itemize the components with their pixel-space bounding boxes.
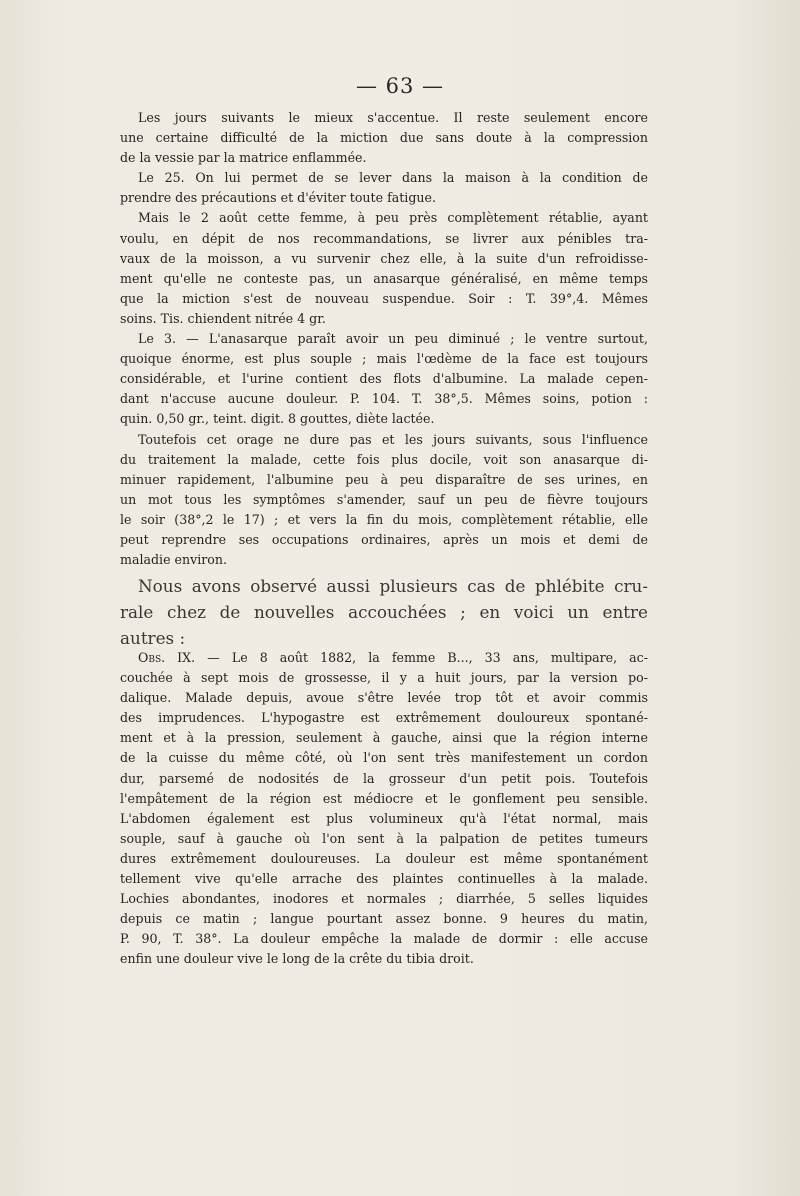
text-line: vaux de la moisson, a vu survenir chez elle, à la suite d'un refroidisse- bbox=[120, 250, 648, 266]
text-line: maladie environ. bbox=[120, 552, 227, 568]
text-line: minuer rapidement, l'albumine peu à peu disparaître de ses urines, en bbox=[120, 471, 648, 487]
text-line: tellement vive qu'elle arrache des plaintes continuelles à la malade. bbox=[120, 871, 648, 887]
text-line: prendre des précautions et d'éviter toute fatigue. bbox=[120, 190, 436, 206]
text-line: Toutefois cet orage ne dure pas et les jours suivants, sous l'influence bbox=[138, 431, 648, 447]
text-line: de la vessie par la matrice enflammée. bbox=[120, 150, 367, 166]
text-line: des imprudences. L'hypogastre est extrêmement douloureux spontané- bbox=[120, 710, 648, 726]
text-line: Lochies abondantes, inodores et normales ; diarrhée, 5 selles liquides bbox=[120, 891, 648, 907]
text-line: souple, sauf à gauche où l'on sent à la palpation de petites tumeurs bbox=[120, 830, 648, 846]
text-line: rale chez de nouvelles accouchées ; en voici un entre bbox=[120, 602, 648, 622]
observation-first-line: — Le 8 août 1882, la femme B..., 33 ans, multipare, ac- bbox=[195, 650, 648, 665]
text-line: peut reprendre ses occupations ordinaires, après un mois et demi de bbox=[120, 531, 648, 547]
text-line: soins. Tis. chiendent nitrée 4 gr. bbox=[120, 310, 326, 326]
text-line: considérable, et l'urine contient des flots d'albumine. La malade cepen- bbox=[120, 371, 648, 387]
text-line: dant n'accuse aucune douleur. P. 104. T. 38°,5. Mêmes soins, potion : bbox=[120, 391, 648, 407]
text-line: ment qu'elle ne conteste pas, un anasarque généralisé, en même temps bbox=[120, 270, 648, 286]
text-line: Le 3. — L'anasarque paraît avoir un peu diminué ; le ventre surtout, bbox=[138, 331, 648, 347]
text-line: dures extrêmement douloureuses. La douleur est même spontanément bbox=[120, 850, 648, 866]
text-line: dur, parsemé de nodosités de la grosseur d'un petit pois. Toutefois bbox=[120, 770, 648, 786]
page-number: — 63 — bbox=[355, 74, 445, 98]
text-line: L'abdomen également est plus volumineux qu'à l'état normal, mais bbox=[120, 810, 648, 826]
text-line: de la cuisse du même côté, où l'on sent très manifestement un cordon bbox=[120, 750, 648, 766]
text-line: Le 25. On lui permet de se lever dans la maison à la condition de bbox=[138, 170, 648, 186]
text-line: du traitement la malade, cette fois plus docile, voit son anasarque di- bbox=[120, 451, 648, 467]
text-line: ment et à la pression, seulement à gauche, ainsi que la région interne bbox=[120, 730, 648, 746]
text-line: Mais le 2 août cette femme, à peu près complètement rétablie, ayant bbox=[138, 210, 648, 226]
case-continuation-text bbox=[120, 108, 648, 570]
text-line: Nous avons observé aussi plusieurs cas de phlébite cru- bbox=[138, 576, 648, 596]
text-line: quin. 0,50 gr., teint. digit. 8 gouttes, diète lactée. bbox=[120, 411, 435, 427]
text-line: couchée à sept mois de grossesse, il y a huit jours, par la version po- bbox=[120, 670, 648, 686]
text-line: une certaine difficulté de la miction due sans doute à la compression bbox=[120, 130, 648, 146]
text-line: l'empâtement de la région est médiocre et le gonflement peu sensible. bbox=[120, 790, 648, 806]
text-line: le soir (38°,2 le 17) ; et vers la fin du mois, complètement rétablie, elle bbox=[120, 511, 648, 527]
text-line: que la miction s'est de nouveau suspendue. Soir : T. 39°,4. Mêmes bbox=[120, 290, 648, 306]
body-paragraph bbox=[120, 573, 648, 651]
text-line: autres : bbox=[120, 628, 186, 648]
text-line: quoique énorme, est plus souple ; mais l'œdème de la face est toujours bbox=[120, 351, 648, 367]
text-line: enfin une douleur vive le long de la crête du tibia droit. bbox=[120, 951, 474, 967]
observation-ix-text bbox=[120, 648, 648, 970]
text-line: Les jours suivants le mieux s'accentue. Il reste seulement encore bbox=[138, 110, 648, 125]
text-line bbox=[120, 648, 648, 668]
text-line: depuis ce matin ; langue pourtant assez bonne. 9 heures du matin, bbox=[120, 911, 648, 927]
text-line: P. 90, T. 38°. La douleur empêche la malade de dormir : elle accuse bbox=[120, 931, 648, 947]
observation-label: Obs. IX. bbox=[138, 650, 196, 665]
text-line: voulu, en dépit de nos recommandations, se livrer aux pénibles tra- bbox=[120, 230, 648, 246]
text-line: un mot tous les symptômes s'amender, sauf un peu de fièvre toujours bbox=[120, 491, 648, 507]
text-line: dalique. Malade depuis, avoue s'être levée trop tôt et avoir commis bbox=[120, 690, 648, 706]
